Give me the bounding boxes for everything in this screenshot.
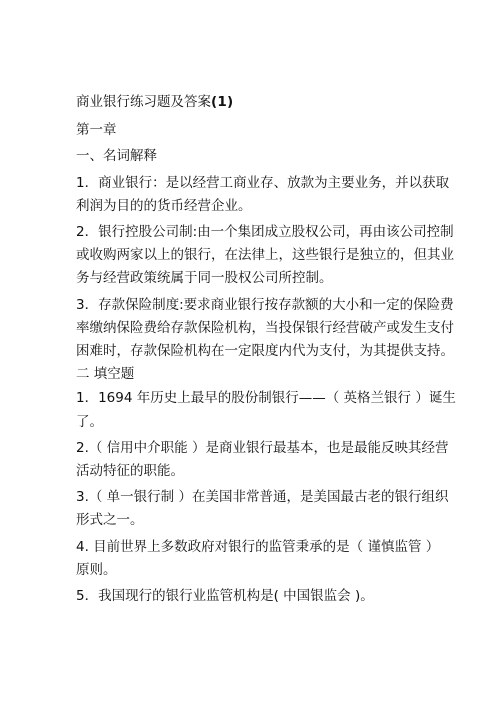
text-line: 形式之一。 [76, 512, 144, 529]
section-heading-fill-blanks: 二 填空题 [76, 366, 135, 383]
definition-item [76, 172, 450, 218]
text-line: 5．我国现行的银行业监管机构是( 中国银监会 )。 [76, 588, 374, 605]
fill-blank-item [76, 437, 449, 483]
text-line: 务与经营政策统属于同一股权公司所控制。 [76, 270, 333, 287]
title-number: (1) [211, 94, 234, 110]
fill-blank-item [76, 486, 449, 532]
title-text: 商业银行练习题及答案 [76, 94, 211, 110]
text-line: 4. 目前世界上多数政府对银行的监管秉承的是（ 谨慎监管 ） [76, 538, 440, 555]
definition-item [76, 221, 454, 291]
text-line: 1．商业银行：是以经营工商业存、放款为主要业务，并以获取 [76, 174, 450, 191]
text-line: 2．银行控股公司制:由一个集团成立股权公司，再由该公司控制 [76, 224, 454, 241]
text-line: 或收购两家以上的银行，在法律上，这些银行是独立的，但其业 [76, 247, 454, 264]
page-title [76, 91, 428, 114]
text-line: 原则。 [76, 561, 117, 578]
fill-blank-item [76, 387, 456, 433]
section-heading-definitions: 一、名词解释 [76, 148, 157, 165]
text-line: 率缴纳保险费给存款保险机构，当投保银行经营破产或发生支付 [76, 319, 454, 336]
text-line: 活动特征的职能。 [76, 463, 184, 480]
text-line: 困难时，存款保险机构在一定限度内代为支付，为其提供支持。 [76, 343, 454, 360]
fill-blank-item [76, 536, 440, 582]
definition-item [76, 294, 454, 364]
chapter-heading: 第一章 [76, 122, 117, 139]
fill-blank-item [76, 585, 428, 608]
document-body [76, 91, 456, 608]
text-line: 1．1694 年历史上最早的股份制银行——（ 英格兰银行 ）诞生 [76, 390, 456, 407]
text-line: 3.（ 单一银行制 ）在美国非常普通，是美国最古老的银行组织 [76, 489, 449, 506]
text-line: 3．存款保险制度:要求商业银行按存款额的大小和一定的保险费 [76, 296, 454, 313]
text-line: 了。 [76, 413, 103, 430]
text-line: 2.（ 信用中介职能 ）是商业银行最基本，也是最能反映其经营 [76, 439, 449, 456]
text-line: 利润为目的的货币经营企业。 [76, 197, 252, 214]
